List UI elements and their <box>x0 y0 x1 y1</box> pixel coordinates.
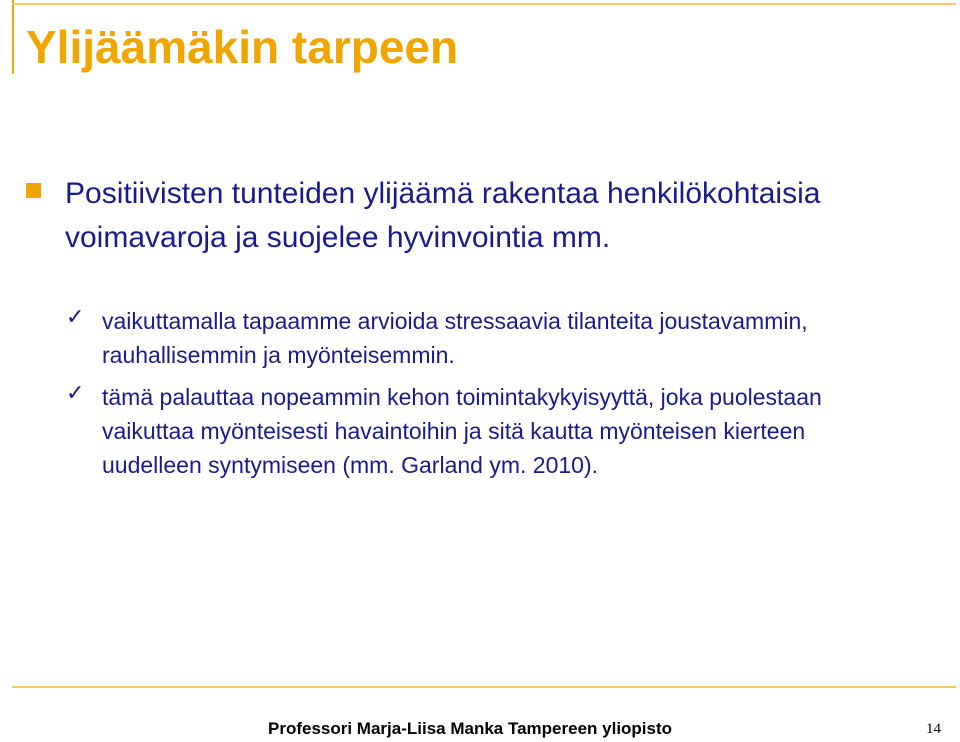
main-bullet-text: Positiivisten tunteiden ylijäämä rakentaa henkilökohtaisia voimavaroja ja suojelee hyvinvointia mm. <box>65 177 821 254</box>
slide-title: Ylijäämäkin tarpeen <box>26 21 459 73</box>
footer-divider <box>12 686 956 688</box>
checkmark-icon: ✓ <box>66 305 85 330</box>
corner-decoration-vertical <box>12 0 14 74</box>
corner-decoration-horizontal <box>12 3 956 5</box>
footer-author: Professori Marja-Liisa Manka Tampereen yliopisto <box>268 719 673 738</box>
checkmark-icon: ✓ <box>66 381 85 406</box>
square-bullet-icon <box>26 183 41 198</box>
sub-bullet-text: vaikuttamalla tapaamme arvioida stressaavia tilanteita joustavammin, rauhallisemmin ja myönteisemmin. <box>102 308 808 368</box>
sub-bullet-text: tämä palauttaa nopeammin kehon toimintakykyisyyttä, joka puolestaan vaikuttaa myönteisesti havaintoihin ja sitä kautta myönteisen kierteen uudelleen syntymiseen (mm. Garland ym. 2010). <box>102 384 822 478</box>
page-number: 14 <box>926 721 941 737</box>
